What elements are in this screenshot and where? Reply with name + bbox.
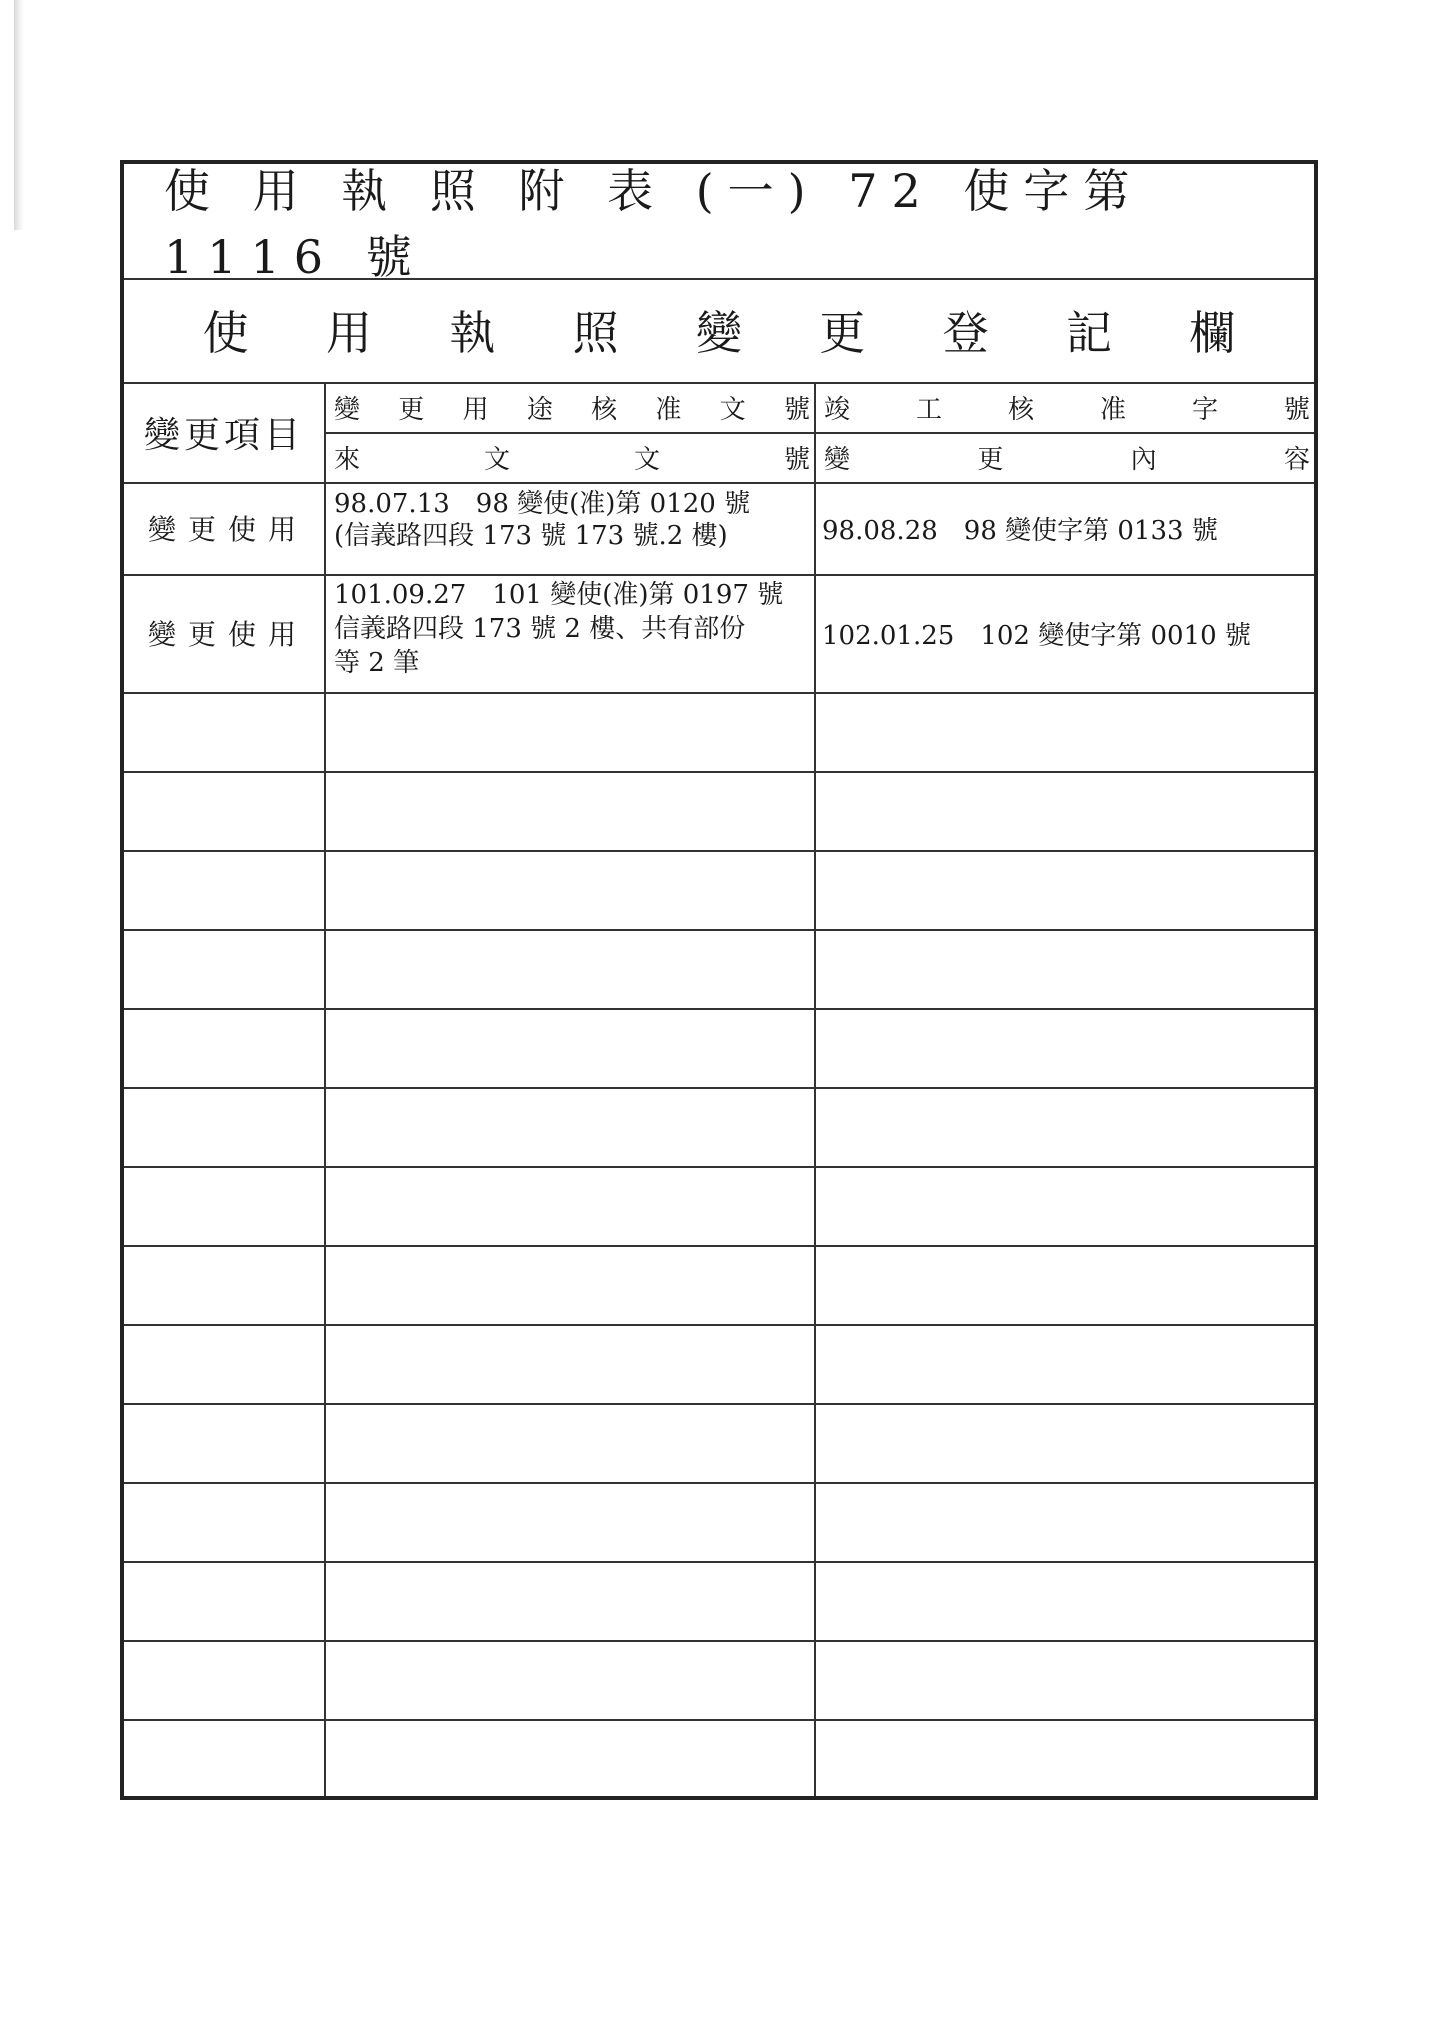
header-char: 變 xyxy=(824,444,851,475)
empty-row-divider xyxy=(124,1561,1314,1563)
header-char: 容 xyxy=(1283,444,1310,475)
text-line: 101.09.27 101 變使(准)第 0197 號 xyxy=(334,580,784,610)
column-header-a-top xyxy=(324,382,814,432)
text-line: 等 2 筆 xyxy=(334,648,420,678)
empty-row-divider xyxy=(124,1324,1314,1326)
header-char: 號 xyxy=(1283,394,1310,425)
page-title: 使 用 執 照 附 表 (一) 72 使字第 1116 號 xyxy=(164,164,1144,284)
column-header-b-top xyxy=(814,382,1314,432)
header-char: 變 xyxy=(334,394,361,425)
header-char: 核 xyxy=(1007,394,1034,425)
header-char: 更 xyxy=(398,394,425,425)
header-char: 號 xyxy=(783,444,810,475)
row-completion-text: 102.01.25 102 變使字第 0010 號 xyxy=(822,620,1251,651)
empty-row-divider xyxy=(124,1166,1314,1168)
header-char: 文 xyxy=(719,394,746,425)
header-char: 工 xyxy=(915,394,942,425)
empty-row-divider xyxy=(124,1640,1314,1642)
text-line: (信義路四段 173 號 173 號.2 樓) xyxy=(334,521,728,551)
header-char: 途 xyxy=(526,394,553,425)
empty-row-divider xyxy=(124,1719,1314,1721)
header-char: 准 xyxy=(655,394,682,425)
empty-row-divider xyxy=(124,850,1314,852)
text-line: 98.07.13 98 變使(准)第 0120 號 xyxy=(334,489,751,519)
column-divider xyxy=(324,382,326,1796)
header-char: 准 xyxy=(1099,394,1126,425)
header-char: 文 xyxy=(483,444,510,475)
header-char: 文 xyxy=(633,444,660,475)
row-item-label: 變更使用 xyxy=(147,618,308,651)
subtitle-char: 更 xyxy=(819,306,866,360)
subtitle-char: 照 xyxy=(572,306,619,360)
subtitle-char: 欄 xyxy=(1189,306,1236,360)
row-item-label: 變更使用 xyxy=(147,513,308,546)
title-row xyxy=(124,164,1314,284)
column-divider xyxy=(814,382,816,1796)
empty-row-divider xyxy=(124,1087,1314,1089)
column-header-item: 變更項目 xyxy=(143,414,304,456)
header-char: 核 xyxy=(591,394,618,425)
row-approval-text xyxy=(324,482,814,574)
column-header-b-bottom xyxy=(814,432,1314,482)
row-approval-text xyxy=(324,574,814,692)
header-char: 用 xyxy=(462,394,489,425)
header-char: 號 xyxy=(783,394,810,425)
subtitle-char: 登 xyxy=(942,306,989,360)
header-char: 來 xyxy=(334,444,361,475)
empty-row-divider xyxy=(124,771,1314,773)
empty-row-divider xyxy=(124,1482,1314,1484)
row-completion-text: 98.08.28 98 變使字第 0133 號 xyxy=(822,515,1218,546)
subtitle-char: 用 xyxy=(325,306,372,360)
subtitle-row xyxy=(124,278,1314,382)
header-char: 更 xyxy=(977,444,1004,475)
header-char: 字 xyxy=(1191,394,1218,425)
header-char: 竣 xyxy=(824,394,851,425)
empty-row-divider xyxy=(124,1245,1314,1247)
header-char: 內 xyxy=(1130,444,1157,475)
subtitle-char: 使 xyxy=(202,306,249,360)
license-attachment-table xyxy=(120,160,1318,1800)
text-line: 信義路四段 173 號 2 樓、共有部份 xyxy=(334,614,746,644)
column-header-a-bottom xyxy=(324,432,814,482)
subtitle-char: 記 xyxy=(1065,306,1112,360)
subtitle-char: 執 xyxy=(449,306,496,360)
divider xyxy=(324,432,1314,434)
empty-row-divider xyxy=(124,1008,1314,1010)
empty-row-divider xyxy=(124,929,1314,931)
scan-edge-shadow xyxy=(14,0,24,230)
divider xyxy=(124,692,1314,694)
empty-row-divider xyxy=(124,1403,1314,1405)
subtitle-char: 變 xyxy=(695,306,742,360)
